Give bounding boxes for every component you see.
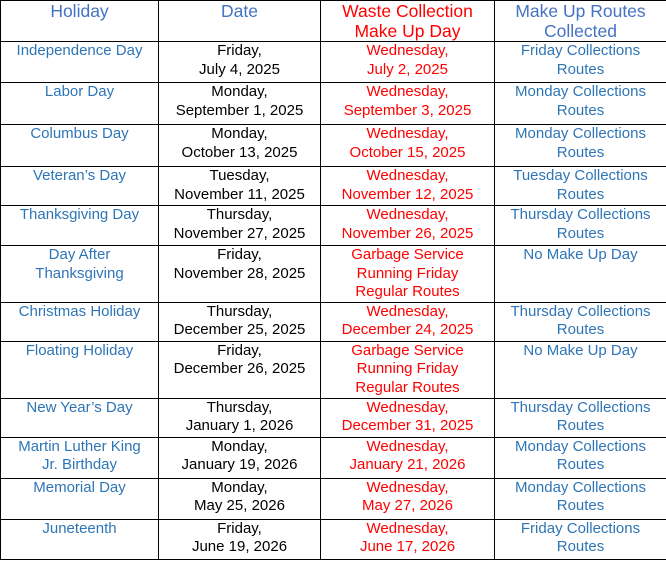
header-makeup-day: Waste Collection Make Up Day bbox=[321, 1, 495, 42]
makeup-routes-cell: Friday Collections Routes bbox=[495, 519, 666, 559]
table-row bbox=[1, 341, 666, 398]
makeup-day-cell: Wednesday, December 24, 2025 bbox=[321, 302, 495, 341]
table-row bbox=[1, 206, 666, 246]
holiday-cell: Martin Luther King Jr. Birthday bbox=[1, 437, 159, 478]
holiday-cell: New Year’s Day bbox=[1, 398, 159, 437]
date-cell: Monday, January 19, 2026 bbox=[159, 437, 321, 478]
table-row bbox=[1, 83, 666, 125]
makeup-day-cell: Wednesday, June 17, 2026 bbox=[321, 519, 495, 559]
date-cell: Tuesday, November 11, 2025 bbox=[159, 167, 321, 206]
holiday-cell: Independence Day bbox=[1, 42, 159, 83]
holiday-cell: Thanksgiving Day bbox=[1, 206, 159, 246]
table-row bbox=[1, 437, 666, 478]
table-row bbox=[1, 246, 666, 303]
makeup-routes-cell: Monday Collections Routes bbox=[495, 437, 666, 478]
table-row bbox=[1, 519, 666, 559]
date-cell: Friday, November 28, 2025 bbox=[159, 246, 321, 303]
makeup-day-cell: Wednesday, December 31, 2025 bbox=[321, 398, 495, 437]
holiday-cell: Columbus Day bbox=[1, 125, 159, 167]
makeup-routes-cell: Friday Collections Routes bbox=[495, 42, 666, 83]
date-cell: Friday, June 19, 2026 bbox=[159, 519, 321, 559]
holiday-cell: Veteran’s Day bbox=[1, 167, 159, 206]
header-holiday: Holiday bbox=[1, 1, 159, 42]
makeup-day-cell: Wednesday, September 3, 2025 bbox=[321, 83, 495, 125]
date-cell: Thursday, November 27, 2025 bbox=[159, 206, 321, 246]
makeup-routes-cell: Monday Collections Routes bbox=[495, 125, 666, 167]
makeup-day-cell: Wednesday, October 15, 2025 bbox=[321, 125, 495, 167]
makeup-routes-cell: Thursday Collections Routes bbox=[495, 398, 666, 437]
holiday-cell: Christmas Holiday bbox=[1, 302, 159, 341]
header-row bbox=[1, 1, 666, 42]
date-cell: Monday, May 25, 2026 bbox=[159, 478, 321, 519]
date-cell: Friday, December 26, 2025 bbox=[159, 341, 321, 398]
makeup-day-cell: Wednesday, July 2, 2025 bbox=[321, 42, 495, 83]
table-row bbox=[1, 398, 666, 437]
makeup-routes-cell: Thursday Collections Routes bbox=[495, 302, 666, 341]
holiday-cell: Juneteenth bbox=[1, 519, 159, 559]
date-cell: Monday, October 13, 2025 bbox=[159, 125, 321, 167]
table-row bbox=[1, 167, 666, 206]
table-row bbox=[1, 125, 666, 167]
date-cell: Thursday, December 25, 2025 bbox=[159, 302, 321, 341]
makeup-day-cell: Wednesday, November 12, 2025 bbox=[321, 167, 495, 206]
table-row bbox=[1, 302, 666, 341]
date-cell: Thursday, January 1, 2026 bbox=[159, 398, 321, 437]
date-cell: Friday, July 4, 2025 bbox=[159, 42, 321, 83]
makeup-day-cell: Garbage Service Running Friday Regular Routes bbox=[321, 246, 495, 303]
makeup-day-cell: Garbage Service Running Friday Regular Routes bbox=[321, 341, 495, 398]
makeup-routes-cell: Monday Collections Routes bbox=[495, 478, 666, 519]
makeup-routes-cell: Monday Collections Routes bbox=[495, 83, 666, 125]
makeup-routes-cell: Tuesday Collections Routes bbox=[495, 167, 666, 206]
table-row bbox=[1, 478, 666, 519]
holiday-cell: Memorial Day bbox=[1, 478, 159, 519]
makeup-day-cell: Wednesday, May 27, 2026 bbox=[321, 478, 495, 519]
header-makeup-routes: Make Up Routes Collected bbox=[495, 1, 666, 42]
makeup-day-cell: Wednesday, November 26, 2025 bbox=[321, 206, 495, 246]
holiday-cell: Labor Day bbox=[1, 83, 159, 125]
makeup-day-cell: Wednesday, January 21, 2026 bbox=[321, 437, 495, 478]
holiday-cell: Floating Holiday bbox=[1, 341, 159, 398]
date-cell: Monday, September 1, 2025 bbox=[159, 83, 321, 125]
table-row bbox=[1, 42, 666, 83]
makeup-routes-cell: No Make Up Day bbox=[495, 246, 666, 303]
makeup-routes-cell: No Make Up Day bbox=[495, 341, 666, 398]
header-date: Date bbox=[159, 1, 321, 42]
holiday-cell: Day After Thanksgiving bbox=[1, 246, 159, 303]
makeup-routes-cell: Thursday Collections Routes bbox=[495, 206, 666, 246]
